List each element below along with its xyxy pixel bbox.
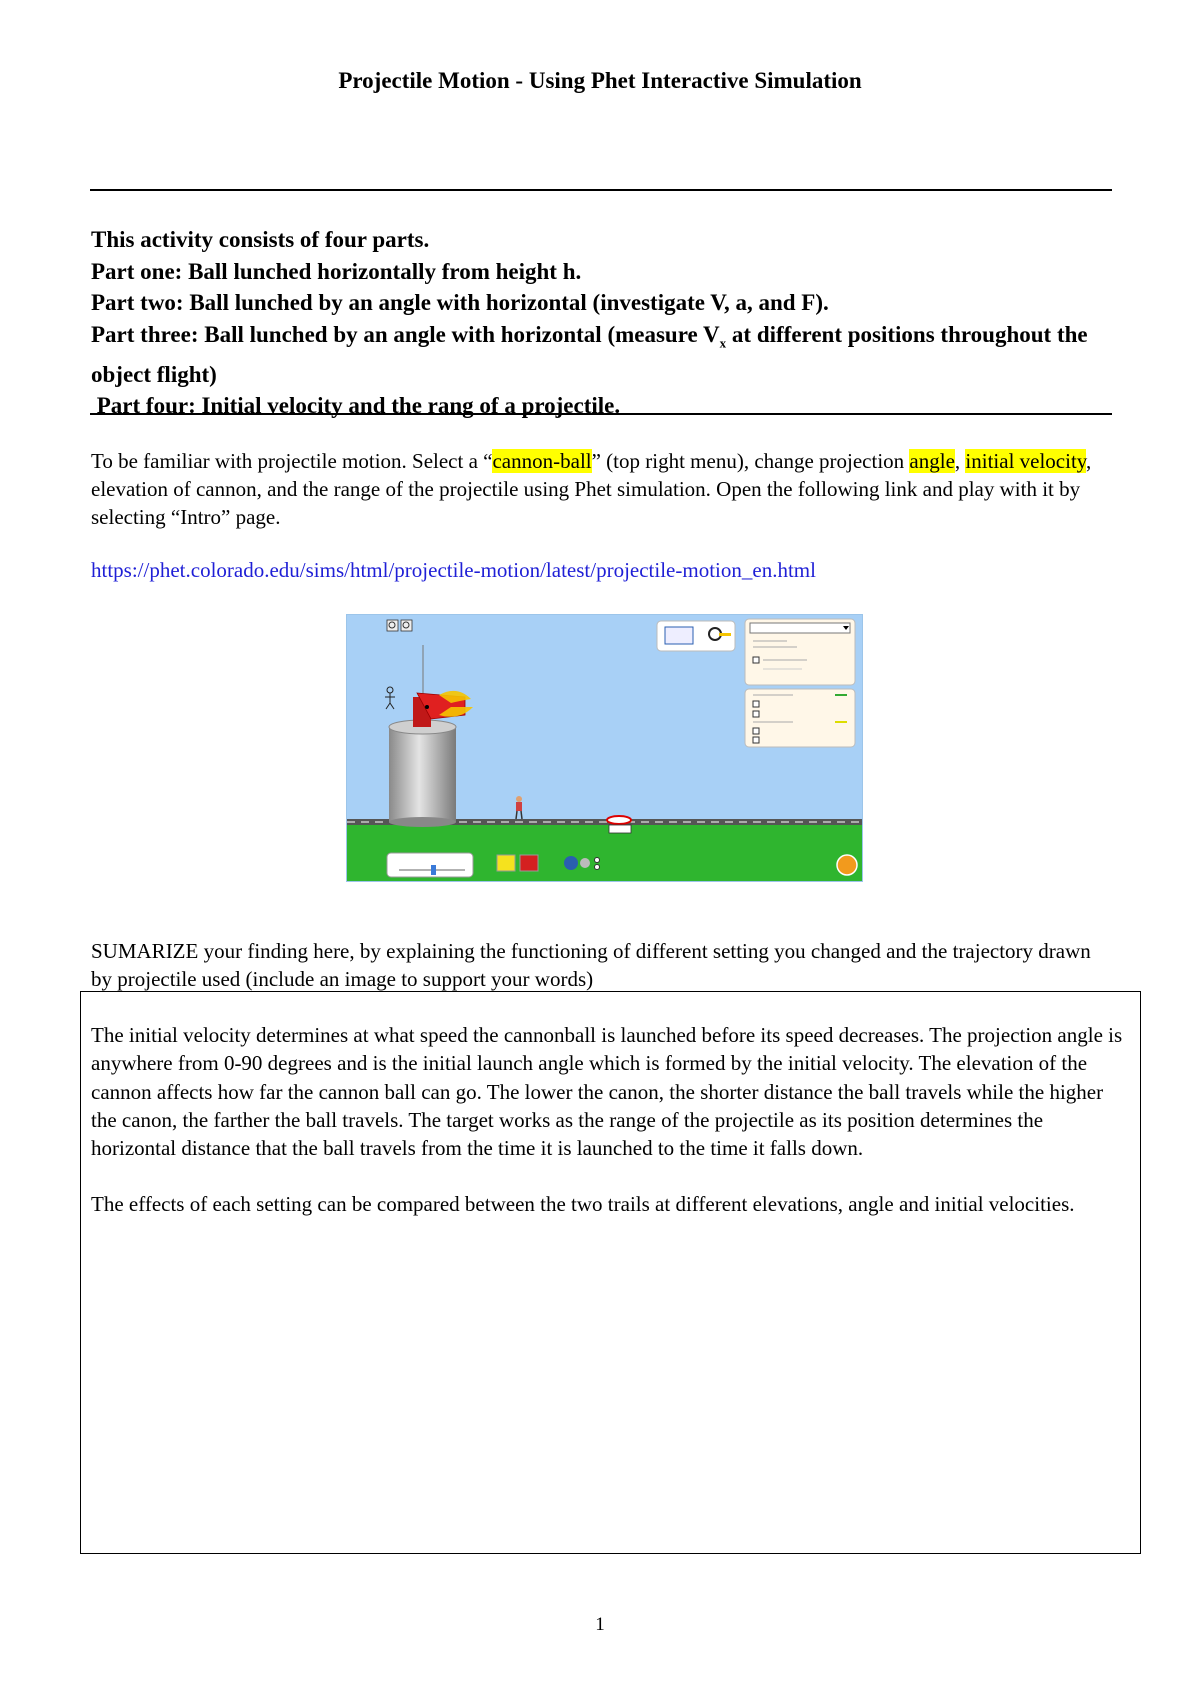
intro-text: To be familiar with projectile motion. Select a “ xyxy=(91,449,493,473)
step-button[interactable] xyxy=(580,858,590,868)
answer-text xyxy=(91,1021,1131,1247)
reset-icon[interactable] xyxy=(837,855,857,875)
page-title: Projectile Motion - Using Phet Interactive Simulation xyxy=(338,68,862,93)
tools-panel[interactable] xyxy=(657,621,735,651)
intro-text: ” (top right menu), change projection xyxy=(591,449,910,473)
part-three-subscript: x xyxy=(719,335,727,351)
intro-paragraph xyxy=(91,447,1121,531)
simulation-scene xyxy=(347,615,862,881)
part-four: Part four: Initial velocity and the rang of a projectile. xyxy=(91,393,621,419)
zoom-icon[interactable] xyxy=(387,620,398,631)
phet-simulation-link[interactable]: https://phet.colorado.edu/sims/html/projectile-motion/latest/projectile-motion_en.html xyxy=(91,558,816,582)
answer-paragraph-2: The effects of each setting can be compared between the two trails at different elevations, angle and initial velocities. xyxy=(91,1192,1075,1217)
page-number: 1 xyxy=(595,1614,605,1635)
height-person-icon xyxy=(385,687,395,709)
play-pause-button[interactable] xyxy=(564,856,578,870)
highlight-angle: angle xyxy=(909,449,955,473)
cannon-tower[interactable] xyxy=(389,720,456,827)
bottom-divider xyxy=(90,413,1112,415)
vectors-panel[interactable] xyxy=(745,689,855,747)
simulation-screenshot xyxy=(346,614,863,882)
highlight-cannon-ball: cannon-ball xyxy=(492,449,592,473)
speed-slow-radio[interactable] xyxy=(595,865,600,870)
part-two: Part two: Ball lunched by an angle with horizontal (investigate V, a, and F). xyxy=(91,290,829,315)
highlight-initial-velocity: initial velocity xyxy=(965,449,1086,473)
activity-parts xyxy=(91,224,1111,422)
initial-speed-slider[interactable] xyxy=(387,853,473,877)
zoom-out-icon[interactable] xyxy=(401,620,412,631)
eraser-button[interactable] xyxy=(497,855,515,871)
intro-text: , xyxy=(954,449,966,473)
answer-paragraph-1: The initial velocity determines at what speed the cannonball is launched before its speed decreases. The projection angle is anywhere from 0-90 degrees and is the initial launch angle which is formed by the initial velocity. The elevation of the cannon affects how far the cannon ball can go. The lower the canon, the shorter distance the ball travels while the higher the canon, the farther the ball travels. The target works as the range of the projectile as its position determines the horizontal distance that the ball travels from the time it is launched to the time it falls down. xyxy=(91,1023,1123,1161)
summarize-prompt: SUMARIZE your finding here, by explaining the functioning of different setting you changed and the trajectory drawn by projectile used (include an image to support your words) xyxy=(91,939,1091,991)
part-three xyxy=(91,319,1111,391)
intro-text: , elevation of cannon, and the range of the projectile using Phet simulation. Open the following link and play with it by selecting “Intro” page. xyxy=(91,449,1092,529)
projectile-settings-panel[interactable] xyxy=(745,619,855,685)
parts-intro: This activity consists of four parts. xyxy=(91,227,430,252)
part-three-text: Part three: Ball lunched by an angle with horizontal (measure V xyxy=(91,321,720,347)
fire-button[interactable] xyxy=(520,855,538,871)
person-icon xyxy=(516,796,522,819)
part-one: Part one: Ball lunched horizontally from height h. xyxy=(91,258,582,284)
speed-normal-radio[interactable] xyxy=(595,858,600,863)
top-divider xyxy=(90,189,1112,191)
part-three-text-end: at different positions throughout the object flight) xyxy=(91,321,1088,387)
